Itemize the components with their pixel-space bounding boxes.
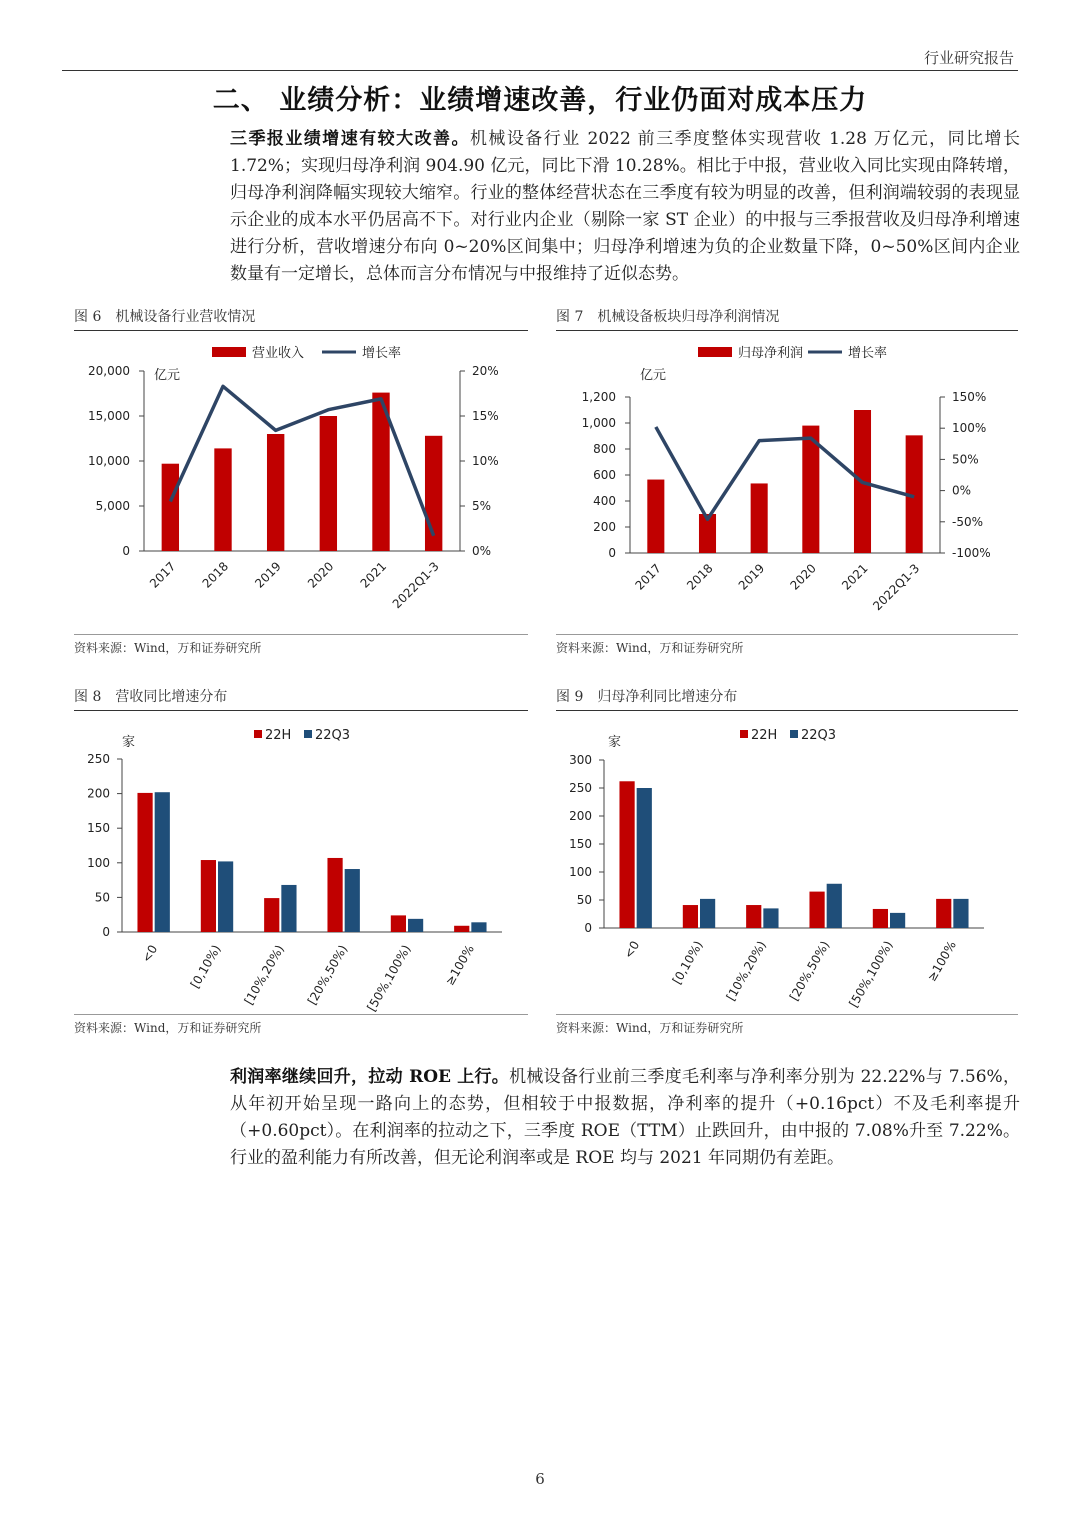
category-label: 2017 [146,559,179,591]
y-tick-label: 200 [569,809,592,823]
bar-22Q3 [345,869,360,932]
paragraph-lead: 利润率继续回升，拉动 ROE 上行。 [230,1067,510,1087]
axis-unit-label: 亿元 [640,368,667,383]
category-label: [20%,50%) [304,942,351,1008]
bar-营业收入 [162,464,179,551]
category-label: 2021 [357,559,390,591]
category-label: 2017 [632,561,664,593]
bar-22Q3 [637,788,652,928]
legend-line-label: 增长率 [848,346,888,361]
category-label: <0 [139,942,161,965]
legend-label-22Q3: 22Q3 [315,728,351,743]
fig7-chart [548,333,1018,633]
left-tick-label: 0 [122,544,130,558]
bar-22H [936,899,951,928]
bar-22H [391,915,406,932]
page-number: 6 [535,1470,545,1488]
fig9-title: 图 9 归母净利同比增速分布 [556,686,1018,711]
bar-22H [809,892,824,928]
bar-22H [327,858,342,932]
bar-22H [137,793,152,932]
category-label: ≥100% [442,942,477,988]
growth-rate-line [656,427,914,519]
left-tick-label: 5,000 [95,499,130,513]
category-label: [20%,50%) [786,938,833,1004]
legend-bar-swatch [212,347,246,357]
left-tick-label: 200 [593,520,616,534]
right-tick-label: 100% [952,421,987,436]
fig7-title: 图 7 机械设备板块归母净利润情况 [556,306,1018,331]
fig8-source: 资料来源：Wind，万和证券研究所 [74,1014,528,1036]
fig6-source: 资料来源：Wind，万和证券研究所 [74,634,528,656]
left-tick-label: 1,200 [581,390,616,404]
bar-22Q3 [281,885,296,932]
right-tick-label: 150% [952,390,987,404]
category-label: 2020 [304,559,337,591]
left-tick-label: 0 [608,546,616,560]
left-tick-label: 400 [593,494,616,508]
legend-bar-label: 营业收入 [252,346,305,361]
bar-22Q3 [155,792,170,932]
legend-swatch-22H [740,730,748,738]
category-label: ≥100% [924,938,959,984]
legend-label-22H: 22H [751,728,778,743]
fig9-source: 资料来源：Wind，万和证券研究所 [556,1014,1018,1036]
category-label: 2022Q1-3 [870,561,923,614]
bar-营业收入 [214,448,231,551]
y-tick-label: 0 [584,921,592,935]
right-tick-label: 10% [472,454,499,468]
section-title: 二、 业绩分析：业绩增速改善，行业仍面对成本压力 [212,85,868,116]
left-tick-label: 600 [593,468,616,482]
bar-22Q3 [890,913,905,928]
category-label: [50%,100%) [846,938,896,1010]
report-type-label: 行业研究报告 [923,49,1014,67]
left-tick-label: 1,000 [581,416,616,430]
bar-22Q3 [827,884,842,928]
legend-swatch-22H [254,730,262,738]
category-label: [50%,100%) [364,942,414,1014]
right-tick-label: -100% [952,546,991,560]
bar-22H [264,898,279,932]
y-tick-label: 100 [87,855,110,870]
fig6-title: 图 6 机械设备行业营收情况 [74,306,528,331]
category-label: [10%,20%) [241,942,287,1008]
legend-line-label: 增长率 [362,346,402,361]
y-tick-label: 50 [94,890,110,905]
paragraph-body: 机械设备行业前三季度毛利率与净利率分别为 22.22%与 7.56%，从年初开始呈现一路向上的态势，但相较于中报数据，净利率的提升（+0.16pct）不及毛利率提升（+0.60pct）。在利润率的拉动之下，三季度 ROE（TTM）止跌回升，由中报的 7.08%升至 7.22%。行业的盈利能力有所改善，但无论利润率或是 ROE 均与 2021 年同期仍有差距。 [230,1067,1020,1168]
left-tick-label: 15,000 [88,409,130,423]
y-tick-label: 200 [87,786,110,801]
axis-unit-label: 家 [122,735,136,750]
bar-22Q3 [763,908,778,928]
fig9-chart [548,714,1018,1014]
bar-22H [683,905,698,928]
legend-swatch-22Q3 [790,730,798,738]
right-tick-label: -50% [952,514,984,529]
y-tick-label: 0 [102,925,110,939]
y-tick-label: 250 [87,752,110,766]
right-tick-label: 0% [952,483,972,498]
category-label: 2021 [839,561,871,593]
category-label: [0,10%) [669,938,706,987]
bar-归母净利润 [751,483,768,553]
y-tick-label: 300 [569,753,592,767]
category-label: 2022Q1-3 [389,559,442,612]
right-tick-label: 50% [952,452,979,467]
left-tick-label: 10,000 [88,454,130,468]
bar-22Q3 [218,861,233,932]
fig7-source: 资料来源：Wind，万和证券研究所 [556,634,1018,656]
paragraph-performance [230,126,1020,288]
bar-归母净利润 [647,480,664,553]
category-label: [0,10%) [187,942,224,991]
paragraph-body: 机械设备行业 2022 前三季度整体实现营收 1.28 万亿元，同比增长 1.72%；实现归母净利润 904.90 亿元，同比下滑 10.28%。相比于中报，营业收入同比实现由降转增，归母净利润降幅实现较大缩窄。行业的整体经营状态在三季度有较为明显的改善，但利润端较弱的表现显示企业的成本水平仍居高不下。对行业内企业（剔除一家 ST 企业）的中报与三季报营收及归母净利增速进行分析，营收增速分布向 0~20%区间集中；归母净利增速为负的企业数量下降，0~50%区间内企业数量有一定增长，总体而言分布情况与中报维持了近似态势。 [230,129,1020,284]
legend-label-22Q3: 22Q3 [801,728,837,743]
bar-22H [454,926,469,932]
category-label: 2020 [787,561,819,593]
bar-营业收入 [320,416,337,551]
bar-营业收入 [267,434,284,551]
category-label: 2018 [199,559,232,591]
axis-unit-label: 亿元 [154,368,181,383]
legend-bar-swatch [698,347,732,357]
left-tick-label: 20,000 [88,364,130,378]
right-tick-label: 20% [472,364,499,378]
bar-22H [619,781,634,928]
category-label: 2019 [252,559,284,591]
header-divider [62,70,1018,71]
y-tick-label: 150 [569,837,592,851]
right-tick-label: 5% [472,499,492,513]
y-tick-label: 100 [569,865,592,879]
right-tick-label: 15% [472,409,499,423]
category-label: 2019 [735,561,768,593]
bar-22H [873,909,888,928]
y-tick-label: 150 [87,821,110,836]
y-tick-label: 50 [576,893,592,907]
bar-22H [746,905,761,928]
y-tick-label: 250 [569,781,592,795]
growth-rate-line [170,386,433,535]
fig6-chart [62,333,532,633]
legend-label-22H: 22H [265,728,292,743]
bar-22Q3 [471,922,486,932]
left-tick-label: 800 [593,442,616,456]
paragraph-lead: 三季报业绩增速有较大改善。 [230,129,470,149]
fig8-chart [62,714,532,1014]
paragraph-profitability [230,1064,1020,1172]
axis-unit-label: 家 [608,735,622,750]
bar-22Q3 [700,899,715,928]
fig8-title: 图 8 营收同比增速分布 [74,686,528,711]
category-label: [10%,20%) [723,938,769,1004]
legend-swatch-22Q3 [304,730,312,738]
bar-22Q3 [953,899,968,928]
legend-bar-label: 归母净利润 [738,346,804,361]
bar-22H [201,860,216,932]
category-label: <0 [621,938,643,961]
bar-22Q3 [408,919,423,932]
category-label: 2018 [684,561,716,593]
right-tick-label: 0% [472,544,492,558]
